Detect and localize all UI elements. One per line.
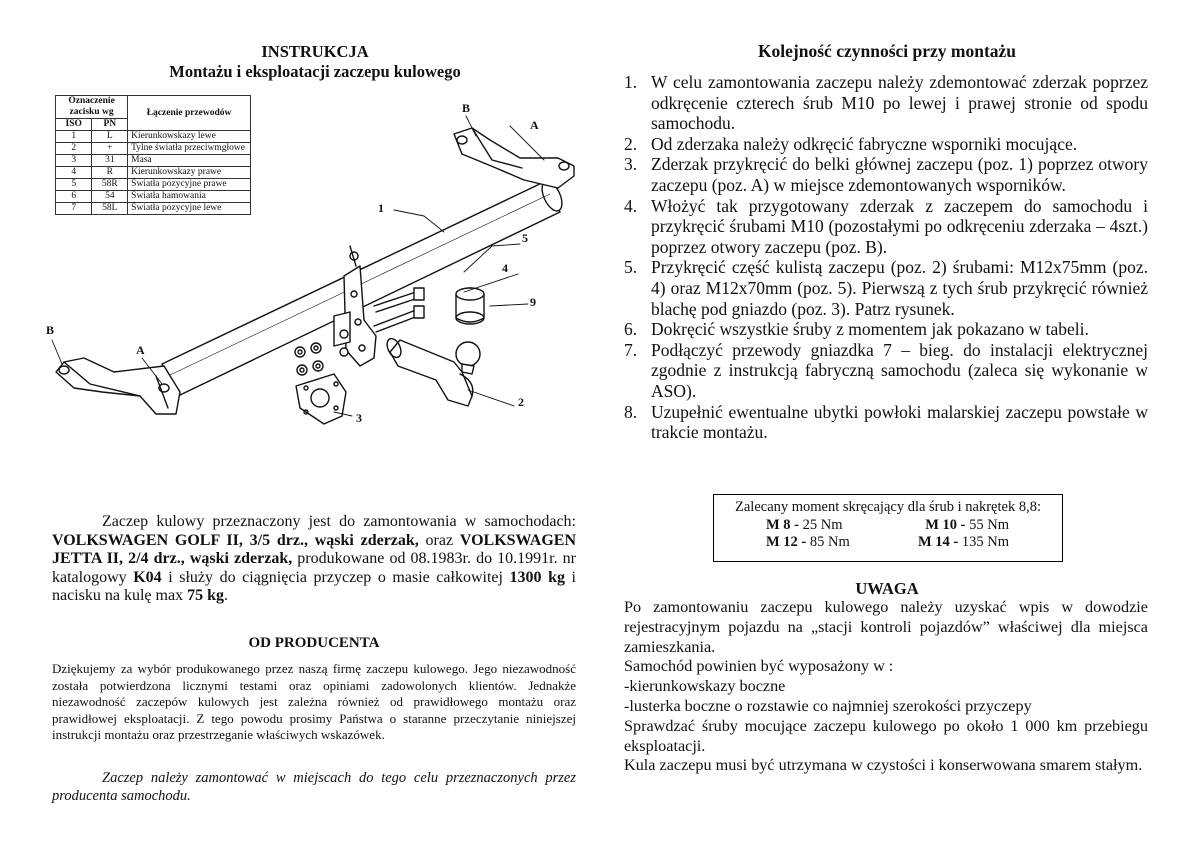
torque-m14 <box>918 534 1009 552</box>
list-item <box>624 340 1148 402</box>
torque-m10 <box>925 517 1009 535</box>
step-number: 7. <box>624 339 638 360</box>
cell-iso: 2 <box>56 143 92 155</box>
cell-desc: Światła hamowania <box>128 191 251 203</box>
warning-text <box>624 598 1148 776</box>
producer-text: Dziękujemy za wybór produkowanego przez naszą firmę zaczepu kulowego. Jego niezawodność została potwierdzona licznymi testami oraz opiniami zadowolonych klientów. Jednakże niezawodność zaczepów kulowych jest zależna również od prawidłowego montażu oraz prawidłowej eksploatacji. Z tego powodu prosimy Państwa o staranne przeczytanie niniejszej instrukcji montażu oraz przestrzeganie właściwych wskazówek. <box>52 661 576 743</box>
step-text: W celu zamontowania zaczepu należy zdemontować zderzak poprzez odkręcenie czterech śrub M10 po lewej i prawej stronie od spodu samochodu. <box>651 72 1148 134</box>
vehicle-model-jetta: VOLKSWAGEN JETTA II, 2/4 drz., wąski zderzak, <box>52 531 577 567</box>
step-text: Uzupełnić ewentualne ubytki powłoki malarskiej zaczepu powstałe w trakcie montażu. <box>651 401 1148 443</box>
title-line-2: Montażu i eksploatacji zaczepu kulowego <box>169 62 461 81</box>
torque-m10-value: 55 Nm <box>965 516 1009 533</box>
cell-pn: + <box>92 143 128 155</box>
label-pos-4: 4 <box>502 261 508 275</box>
step-number: 1. <box>624 72 638 92</box>
step-number: 3. <box>624 154 638 175</box>
label-b-left: B <box>46 323 55 337</box>
wire-table-header-terminal: Oznaczenie zacisku wg <box>56 96 128 119</box>
cell-iso: 5 <box>56 179 92 191</box>
cell-iso: 1 <box>56 131 92 143</box>
vehicle-text-6: . <box>223 587 228 604</box>
warning-line: -kierunkowskazy boczne <box>624 677 786 696</box>
cell-pn: 58R <box>92 179 128 191</box>
warning-line: Kula zaczepu musi być utrzymana w czystości i konserwowana smarem stałym. <box>624 756 1143 775</box>
wire-table-header-pn: PN <box>92 119 128 131</box>
warning-line: -lusterka boczne o rozstawie co najmniej szerokości przyczepy <box>624 696 1032 715</box>
producer-italic-note: Zaczep należy zamontować w miejscach do tego celu przeznaczonych przez producenta samochodu. <box>52 770 576 804</box>
step-text: Od zderzaka należy odkręcić fabryczne wsporniki mocujące. <box>651 133 1078 154</box>
wire-table-header-iso: ISO <box>56 119 92 131</box>
step-number: 8. <box>624 401 638 422</box>
step-text: Zderzak przykręcić do belki głównej zaczepu (poz. 1) poprzez otwory zaczepu (poz. A) w miejsce zdemontowanych wsporników. <box>651 154 1148 195</box>
warning-line: Po zamontowaniu zaczepu kulowego należy uzyskać wpis w dowodzie rejestracyjnym pojazdu na „stacji kontroli pojazdów” właściwej dla miejsca zamieszkania. <box>624 598 1148 656</box>
label-a-left: A <box>136 343 145 357</box>
left-bracket <box>56 358 180 414</box>
step-text: Przykręcić część kulistą zaczepu (poz. 2) śrubami: M12x75mm (poz. 4) oraz M12x70mm (poz. 5). Pierwszą z tych śrub przykręcić również blachę pod gniazdo (poz. 3). Patrz rysunek. <box>651 257 1148 319</box>
label-a-right: A <box>530 118 539 132</box>
cell-pn: 54 <box>92 191 128 203</box>
torque-m12-label: M 12 - <box>766 534 807 550</box>
label-b-right: B <box>462 101 471 115</box>
cell-iso: 3 <box>56 155 92 167</box>
warning-line: Samochód powinien być wyposażony w : <box>624 657 894 676</box>
vehicle-text-4: i służy do ciągnięcia przyczep o masie całkowitej <box>161 568 510 586</box>
list-item <box>624 257 1148 319</box>
ball-arm <box>384 336 480 406</box>
socket-plate <box>296 374 346 424</box>
producer-heading: OD PRODUCENTA <box>248 635 380 651</box>
cell-pn: R <box>92 167 128 179</box>
list-item <box>624 319 1148 340</box>
max-trailer-mass: 1300 kg <box>509 568 565 586</box>
list-item <box>624 402 1148 443</box>
assembly-steps <box>624 72 1148 443</box>
vehicle-text-2: oraz <box>418 531 460 549</box>
cell-desc: Masa <box>128 155 251 167</box>
torque-m8-label: M 8 - <box>766 516 800 533</box>
vehicle-text-1: Zaczep kulowy przeznaczony jest do zamontowania w samochodach: <box>102 513 576 530</box>
cell-iso: 7 <box>56 203 92 215</box>
vehicle-model-golf: VOLKSWAGEN GOLF II, 3/5 drz., wąski zderzak, <box>52 531 419 549</box>
ball-cover <box>456 288 484 324</box>
step-number: 4. <box>624 195 638 216</box>
step-number: 6. <box>624 319 638 340</box>
cell-desc: Kierunkowskazy prawe <box>128 167 251 179</box>
torque-m10-label: M 10 - <box>925 516 966 533</box>
vehicle-description <box>52 513 576 606</box>
cell-pn: L <box>92 131 128 143</box>
step-text: Podłączyć przewody gniazdka 7 – bieg. do instalacji elektrycznej zgodnie z instrukcją fabryczną samochodu (zaleca się wykonanie w ASO). <box>651 339 1148 401</box>
label-pos-5: 5 <box>522 231 528 245</box>
label-pos-3: 3 <box>356 411 362 425</box>
torque-m14-label: M 14 - <box>917 534 959 550</box>
max-ball-load: 75 kg <box>187 587 224 604</box>
label-pos-9: 9 <box>530 295 536 309</box>
cell-pn: 58L <box>92 203 128 215</box>
cell-desc: Tylne światła przeciwmgłowe <box>128 143 251 155</box>
torque-m12-value: 85 Nm <box>806 534 850 550</box>
catalog-number: K04 <box>133 568 162 586</box>
torque-m8-value: 25 Nm <box>799 516 843 533</box>
cell-desc: Światła pozycyjne lewe <box>128 203 251 215</box>
cell-desc: Światła pozycyjne prawe <box>128 179 251 191</box>
cell-pn: 31 <box>92 155 128 167</box>
step-text: Dokręcić wszystkie śruby z momentem jak pokazano w tabeli. <box>651 319 1089 340</box>
document-title <box>100 42 530 82</box>
right-bracket <box>454 128 574 188</box>
torque-table <box>713 494 1063 562</box>
cell-desc: Kierunkowskazy lewe <box>128 131 251 143</box>
warning-heading: UWAGA <box>855 579 919 598</box>
cell-iso: 6 <box>56 191 92 203</box>
list-item <box>624 72 1148 134</box>
label-pos-1: 1 <box>378 201 384 215</box>
wire-table-header-connection: Łączenie przewodów <box>128 96 251 131</box>
label-pos-2: 2 <box>518 395 524 409</box>
step-number: 5. <box>624 257 638 278</box>
torque-title: Zalecany moment skręcający dla śrub i nakrętek 8,8: <box>735 499 1041 515</box>
step-number: 2. <box>624 133 638 154</box>
warning-line: Sprawdzać śruby mocujące zaczepu kulowego po około 1 000 km przebiegu eksploatacji. <box>624 716 1148 755</box>
title-line-1: INSTRUKCJA <box>261 42 369 61</box>
list-item <box>624 196 1148 258</box>
vehicle-text-3: produkowane od 08.1983r. do 10.1991r. nr katalogowy <box>52 550 576 586</box>
torque-m12 <box>766 534 850 552</box>
torque-m8 <box>766 517 843 535</box>
cell-iso: 4 <box>56 167 92 179</box>
vehicle-text-5: i nacisku na kulę max <box>52 568 576 604</box>
list-item <box>624 154 1148 195</box>
torque-m14-value: 135 Nm <box>958 534 1009 550</box>
tow-hitch-drawing <box>44 96 584 436</box>
step-text: Włożyć tak przygotowany zderzak z zaczepem do samochodu i przykręcić śrubami M10 (pozostałymi po odkręceniu zderzaka – 4szt.) poprzez otwory zaczepu (poz. B). <box>651 195 1148 257</box>
list-item <box>624 134 1148 155</box>
steps-heading: Kolejność czynności przy montażu <box>757 41 1017 61</box>
